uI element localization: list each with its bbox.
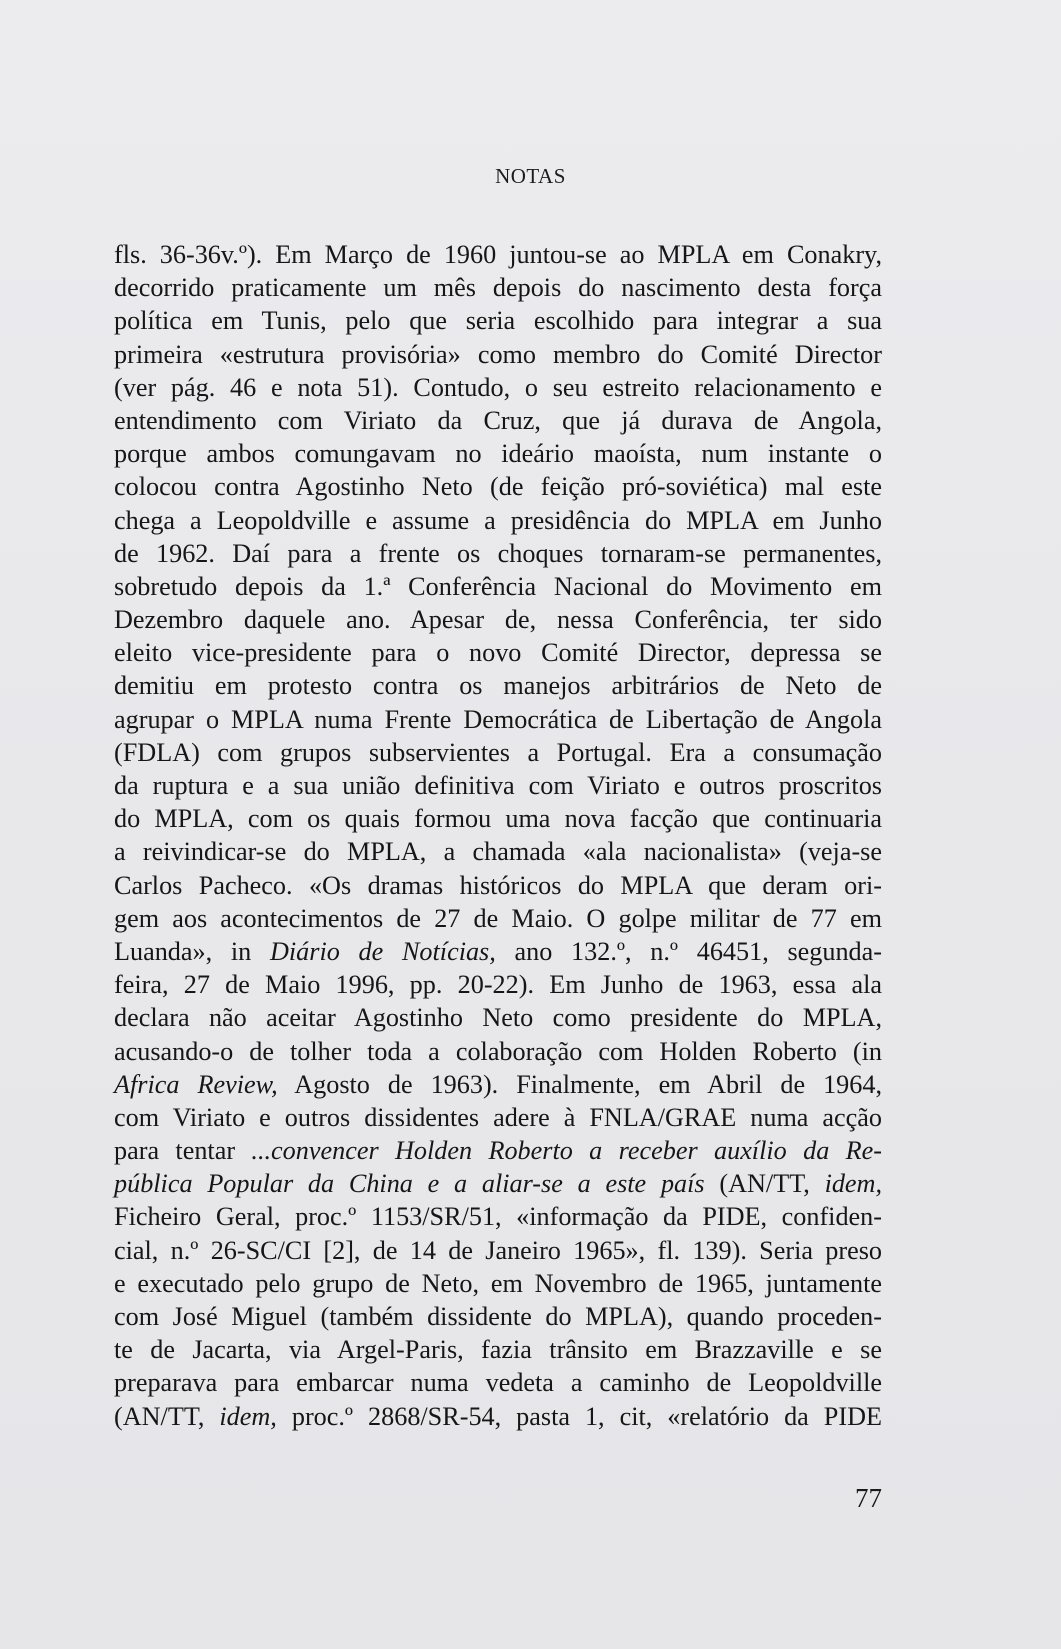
- text-line: [114, 271, 882, 304]
- running-header: NOTAS: [495, 164, 566, 188]
- text-line: [114, 1134, 882, 1167]
- text-run: porque ambos comungavam no ideário maoísta, num instante o: [114, 439, 882, 469]
- text-line: [114, 1300, 882, 1333]
- text-run: ano 132.º, n.º 46451, segunda-: [495, 936, 882, 966]
- text-line: [114, 470, 882, 503]
- text-line: [114, 703, 882, 736]
- text-run: e executado pelo grupo de Neto, em Novembro de 1965, juntamente: [114, 1268, 882, 1298]
- text-run: acusando-o de tolher toda a colaboração com Holden Roberto (in: [114, 1036, 882, 1066]
- text-line: [114, 669, 882, 702]
- text-run: da ruptura e a sua união definitiva com Viriato e outros proscritos: [114, 771, 882, 800]
- text-run: a reivindicar-se do MPLA, a chamada «ala nacionalista» (veja-se: [114, 837, 882, 867]
- text-run: chega a Leopoldville e assume a presidência do MPLA em Junho: [114, 505, 882, 535]
- text-run: decorrido praticamente um mês depois do nascimento desta força: [114, 273, 882, 303]
- page-number: 77: [855, 1483, 882, 1513]
- text-line: [114, 935, 882, 968]
- text-line: [114, 1200, 882, 1233]
- text-run: para tentar: [114, 1136, 252, 1166]
- text-line: [114, 371, 882, 404]
- italic-text: Diário de Notícias,: [269, 936, 496, 966]
- text-line: [114, 835, 882, 868]
- text-run: sobretudo depois da 1.ª Conferência Nacional do Movimento em: [114, 571, 882, 601]
- text-run: com Viriato e outros dissidentes adere à FNLA/GRAE numa acção: [114, 1102, 882, 1132]
- text-line: [114, 769, 882, 802]
- text-line: [114, 1267, 882, 1300]
- text-run: primeira «estrutura provisória» como membro do Comité Director: [114, 339, 882, 369]
- text-line: [114, 404, 882, 437]
- italic-text: Africa Review,: [114, 1069, 278, 1099]
- text-run: (FDLA) com grupos subservientes a Portugal. Era a consumação: [114, 737, 882, 767]
- text-line: [114, 238, 882, 271]
- text-run: Ficheiro Geral, proc.º 1153/SR/51, «informação da PIDE, confiden-: [114, 1202, 882, 1232]
- text-run: cial, n.º 26-SC/CI [2], de 14 de Janeiro 1965», fl. 139). Seria preso: [114, 1235, 882, 1265]
- text-run: proc.º 2868/SR-54, pasta 1, cit, «relatório da PIDE: [276, 1401, 882, 1431]
- text-run: Luanda», in: [114, 936, 270, 966]
- text-line: [114, 504, 882, 537]
- text-line: [114, 338, 882, 371]
- italic-text: ...convencer Holden Roberto a receber auxílio da Re-: [251, 1136, 882, 1166]
- note-text-block: [114, 238, 882, 1433]
- text-run: política em Tunis, pelo que seria escolhido para integrar a sua: [114, 306, 882, 336]
- text-run: com José Miguel (também dissidente do MPLA), quando proceden-: [114, 1302, 882, 1331]
- text-line: [114, 1068, 882, 1101]
- text-run: colocou contra Agostinho Neto (de feição pró-soviética) mal este: [114, 472, 882, 502]
- italic-text: idem,: [824, 1169, 883, 1199]
- text-run: agrupar o MPLA numa Frente Democrática de Libertação de Angola: [114, 704, 882, 734]
- text-line: [114, 304, 882, 337]
- text-line: [114, 968, 882, 1001]
- text-line: [114, 1101, 882, 1134]
- italic-text: idem,: [219, 1401, 277, 1431]
- text-line: [114, 636, 882, 669]
- text-run: declara não aceitar Agostinho Neto como presidente do MPLA,: [114, 1003, 882, 1033]
- text-run: (AN/TT,: [704, 1169, 825, 1199]
- text-run: Agosto de 1963). Finalmente, em Abril de 1964,: [277, 1069, 883, 1099]
- text-run: demitiu em protesto contra os manejos arbitrários de Neto de: [114, 671, 882, 701]
- text-run: Carlos Pacheco. «Os dramas históricos do MPLA que deram ori-: [114, 870, 882, 900]
- text-run: entendimento com Viriato da Cruz, que já durava de Angola,: [114, 405, 882, 435]
- text-line: [114, 869, 882, 902]
- text-line: [114, 802, 882, 835]
- text-run: fls. 36-36v.º). Em Março de 1960 juntou-se ao MPLA em Conakry,: [114, 240, 882, 269]
- text-run: do MPLA, com os quais formou uma nova facção que continuaria: [114, 804, 882, 834]
- text-run: feira, 27 de Maio 1996, pp. 20-22). Em Junho de 1963, essa ala: [114, 970, 882, 1000]
- text-line: [114, 537, 882, 570]
- text-line: [114, 1167, 882, 1200]
- text-run: de 1962. Daí para a frente os choques tornaram-se permanentes,: [114, 538, 882, 568]
- text-line: [114, 1001, 882, 1034]
- text-line: [114, 1366, 882, 1399]
- text-line: [114, 1333, 882, 1366]
- text-line: [114, 736, 882, 769]
- text-line: [114, 1400, 882, 1433]
- text-line: [114, 437, 882, 470]
- text-run: eleito vice-presidente para o novo Comité Director, depressa se: [114, 638, 882, 668]
- text-line: [114, 902, 882, 935]
- text-run: te de Jacarta, via Argel-Paris, fazia trânsito em Brazzaville e se: [114, 1335, 882, 1365]
- text-run: Dezembro daquele ano. Apesar de, nessa Conferência, ter sido: [114, 605, 882, 635]
- text-run: (ver pág. 46 e nota 51). Contudo, o seu estreito relacionamento e: [114, 372, 882, 402]
- text-line: [114, 1234, 882, 1267]
- text-line: [114, 570, 882, 603]
- italic-text: pública Popular da China e a aliar-se a este país: [114, 1169, 705, 1199]
- text-run: (AN/TT,: [114, 1401, 220, 1431]
- text-line: [114, 603, 882, 636]
- text-run: preparava para embarcar numa vedeta a caminho de Leopoldville: [114, 1368, 882, 1398]
- text-line: [114, 1035, 882, 1068]
- text-run: gem aos acontecimentos de 27 de Maio. O golpe militar de 77 em: [114, 903, 882, 933]
